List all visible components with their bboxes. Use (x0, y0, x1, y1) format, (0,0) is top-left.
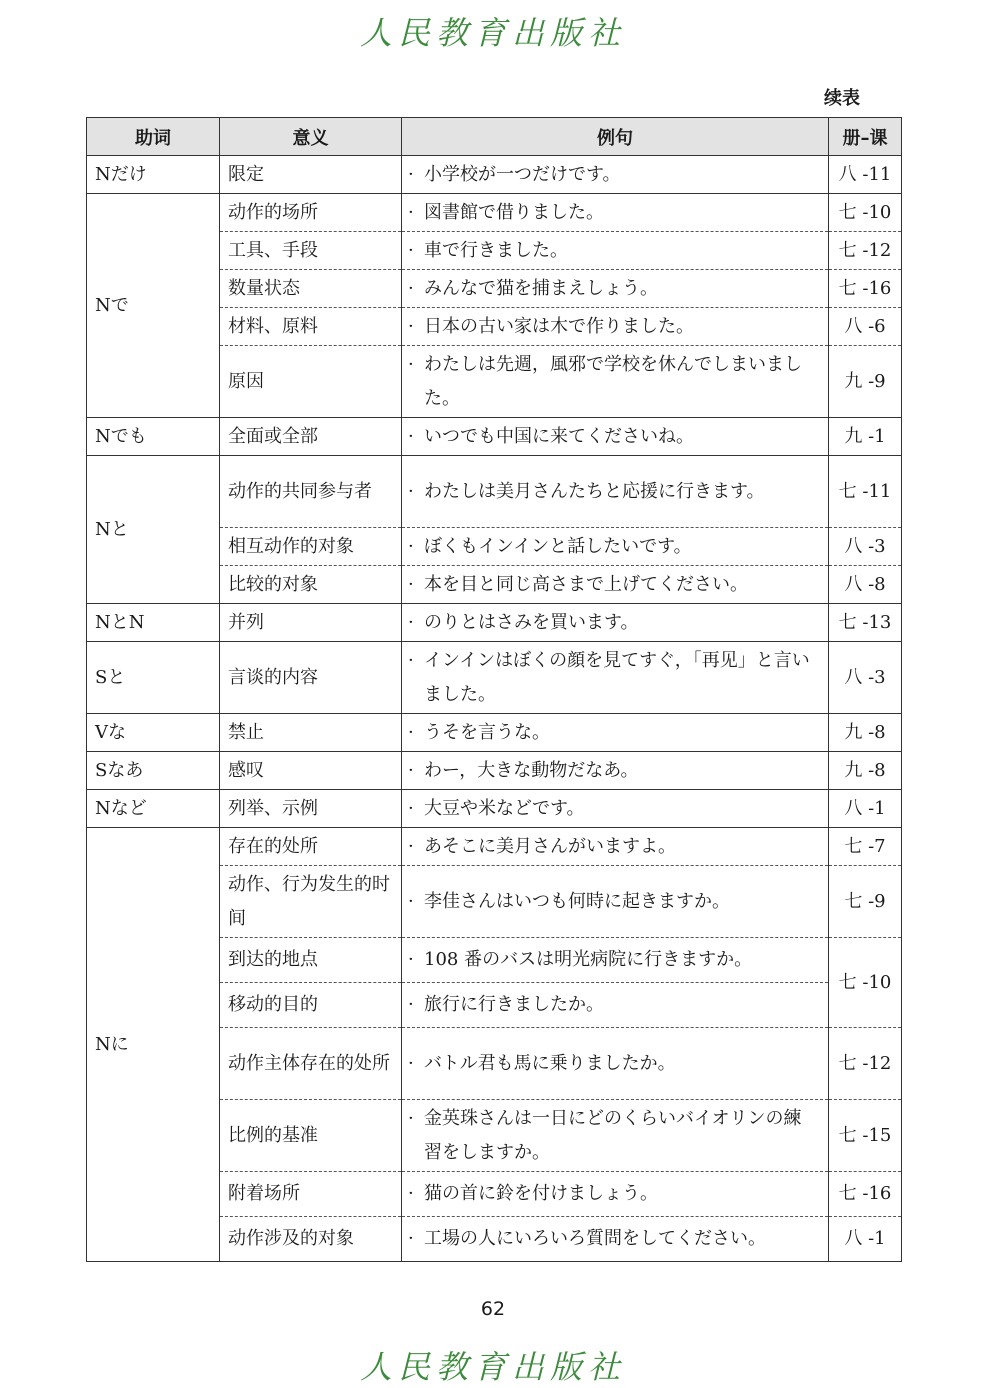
example-text: 旅行に行きましたか。 (424, 994, 604, 1015)
particle-cell: Vな (87, 714, 220, 752)
example-cell (402, 270, 829, 308)
bullet-icon: · (408, 949, 414, 970)
bullet-icon: · (408, 611, 414, 633)
meaning-cell: 工具、手段 (220, 232, 402, 270)
continued-label: 续表 (824, 88, 860, 109)
meaning-cell: 并列 (220, 604, 402, 642)
meaning-cell: 动作的场所 (220, 194, 402, 232)
example-text: みんなで猫を捕まえしょう。 (424, 277, 658, 299)
example-text: わー，大きな動物だなあ。 (424, 759, 639, 781)
bullet-icon: · (408, 239, 414, 261)
particle-cell: Nで (87, 194, 220, 418)
reference-cell: 七 -13 (829, 604, 902, 642)
particle-cell: Nなど (87, 790, 220, 828)
reference-cell: 九 -8 (829, 714, 902, 752)
example-cell (402, 1172, 829, 1217)
example-text: わたしは先週，風邪で学校を休んでしまいました。 (424, 353, 802, 409)
example-text: 李佳さんはいつも何時に起きますか。 (424, 890, 730, 912)
bullet-icon: · (408, 425, 414, 447)
reference-cell: 七 -12 (829, 232, 902, 270)
meaning-cell: 禁止 (220, 714, 402, 752)
example-text: インインはぼくの顔を見てすぐ，「再见」と言いました。 (424, 649, 810, 705)
table-row (87, 642, 902, 714)
table-row (87, 752, 902, 790)
table-body (87, 156, 902, 1262)
publisher-logo-bottom: 人民教育出版社 (359, 1348, 626, 1386)
reference-cell: 八 -11 (829, 156, 902, 194)
example-text: 本を目と同じ高さまで上げてください。 (424, 573, 748, 595)
meaning-cell: 比例的基准 (220, 1100, 402, 1172)
example-cell (402, 983, 829, 1028)
particle-cell: Sなあ (87, 752, 220, 790)
meaning-cell: 附着场所 (220, 1172, 402, 1217)
reference-cell: 七 -11 (829, 456, 902, 528)
example-text: 猫の首に鈴を付けましょう。 (424, 1183, 658, 1204)
example-cell (402, 1217, 829, 1262)
reference-cell: 八 -3 (829, 528, 902, 566)
particle-cell: Sと (87, 642, 220, 714)
reference-cell: 七 -16 (829, 1172, 902, 1217)
meaning-cell: 原因 (220, 346, 402, 418)
bullet-icon: · (408, 1228, 414, 1249)
header-particle: 助词 (87, 118, 220, 156)
example-text: 工場の人にいろいろ質問をしてください。 (424, 1228, 766, 1249)
example-cell (402, 604, 829, 642)
meaning-cell: 列举、示例 (220, 790, 402, 828)
example-text: あそこに美月さんがいますよ。 (424, 835, 676, 857)
example-cell (402, 714, 829, 752)
example-text: 日本の古い家は木で作りました。 (424, 315, 694, 337)
header-meaning: 意义 (220, 118, 402, 156)
table-row (87, 714, 902, 752)
meaning-cell: 动作、行为发生的时间 (220, 866, 402, 938)
publisher-logo-top: 人民教育出版社 (359, 14, 626, 52)
example-cell (402, 642, 829, 714)
bullet-icon: · (408, 535, 414, 557)
reference-cell: 七 -12 (829, 1028, 902, 1100)
reference-cell: 八 -3 (829, 642, 902, 714)
bullet-icon: · (408, 163, 414, 185)
meaning-cell: 移动的目的 (220, 983, 402, 1028)
bullet-icon: · (408, 573, 414, 595)
table-header-row (87, 118, 902, 156)
table-row (87, 156, 902, 194)
bullet-icon: · (408, 994, 414, 1015)
example-text: バトル君も馬に乗りましたか。 (424, 1052, 676, 1074)
meaning-cell: 比较的对象 (220, 566, 402, 604)
table-row (87, 194, 902, 232)
example-cell (402, 456, 829, 528)
reference-cell: 七 -9 (829, 866, 902, 938)
particle-cell: NとN (87, 604, 220, 642)
example-text: わたしは美月さんたちと応援に行きます。 (424, 480, 765, 502)
reference-cell: 七 -10 (829, 194, 902, 232)
meaning-cell: 材料、原料 (220, 308, 402, 346)
bullet-icon: · (408, 890, 414, 912)
bullet-icon: · (408, 315, 414, 337)
particle-cell: Nと (87, 456, 220, 604)
example-cell (402, 1100, 829, 1172)
example-cell (402, 828, 829, 866)
example-text: 小学校が一つだけです。 (424, 163, 621, 185)
meaning-cell: 动作的共同参与者 (220, 456, 402, 528)
table-row (87, 456, 902, 528)
example-text: 108 番のバスは明光病院に行きますか。 (424, 949, 753, 970)
example-text: いつでも中国に来てくださいね。 (424, 425, 694, 447)
example-text: うそを言うな。 (424, 721, 550, 743)
bullet-icon: · (408, 835, 414, 857)
meaning-cell: 数量状态 (220, 270, 402, 308)
example-cell (402, 418, 829, 456)
example-text: 大豆や米などです。 (424, 797, 585, 819)
bullet-icon: · (408, 480, 414, 502)
bullet-icon: · (408, 1107, 414, 1129)
reference-cell: 七 -10 (829, 938, 902, 1028)
bullet-icon: · (408, 201, 414, 223)
table-row (87, 790, 902, 828)
header-example: 例句 (402, 118, 829, 156)
meaning-cell: 全面或全部 (220, 418, 402, 456)
meaning-cell: 动作涉及的对象 (220, 1217, 402, 1262)
example-text: 図書館で借りました。 (424, 201, 604, 223)
reference-cell: 八 -6 (829, 308, 902, 346)
reference-cell: 八 -1 (829, 790, 902, 828)
example-cell (402, 528, 829, 566)
meaning-cell: 感叹 (220, 752, 402, 790)
bullet-icon: · (408, 1183, 414, 1204)
table-row (87, 418, 902, 456)
example-cell (402, 866, 829, 938)
meaning-cell: 到达的地点 (220, 938, 402, 983)
example-cell (402, 938, 829, 983)
bullet-icon: · (408, 759, 414, 781)
example-cell (402, 194, 829, 232)
reference-cell: 九 -8 (829, 752, 902, 790)
example-text: 車で行きました。 (424, 239, 568, 261)
page-number: 62 (480, 1298, 506, 1320)
example-cell (402, 232, 829, 270)
table-row (87, 604, 902, 642)
example-text: 金英珠さんは一日にどのくらいバイオリンの練習をしますか。 (424, 1107, 802, 1163)
bullet-icon: · (408, 721, 414, 743)
bullet-icon: · (408, 353, 414, 375)
example-cell (402, 1028, 829, 1100)
bullet-icon: · (408, 277, 414, 299)
reference-cell: 七 -16 (829, 270, 902, 308)
reference-cell: 九 -9 (829, 346, 902, 418)
meaning-cell: 相互动作的对象 (220, 528, 402, 566)
table-row (87, 828, 902, 866)
meaning-cell: 言谈的内容 (220, 642, 402, 714)
example-cell (402, 566, 829, 604)
reference-cell: 九 -1 (829, 418, 902, 456)
example-cell (402, 156, 829, 194)
example-cell (402, 752, 829, 790)
particle-cell: Nだけ (87, 156, 220, 194)
meaning-cell: 动作主体存在的处所 (220, 1028, 402, 1100)
bullet-icon: · (408, 797, 414, 819)
example-text: ぼくもインインと話したいです。 (424, 535, 692, 557)
particle-cell: Nに (87, 828, 220, 1262)
particle-table (86, 117, 902, 1262)
example-cell (402, 790, 829, 828)
example-text: のりとはさみを買います。 (424, 611, 639, 633)
meaning-cell: 存在的处所 (220, 828, 402, 866)
bullet-icon: · (408, 1052, 414, 1074)
reference-cell: 七 -7 (829, 828, 902, 866)
example-cell (402, 346, 829, 418)
reference-cell: 八 -1 (829, 1217, 902, 1262)
header-reference: 册–课 (829, 118, 902, 156)
reference-cell: 七 -15 (829, 1100, 902, 1172)
example-cell (402, 308, 829, 346)
particle-cell: Nでも (87, 418, 220, 456)
meaning-cell: 限定 (220, 156, 402, 194)
reference-cell: 八 -8 (829, 566, 902, 604)
bullet-icon: · (408, 649, 414, 671)
